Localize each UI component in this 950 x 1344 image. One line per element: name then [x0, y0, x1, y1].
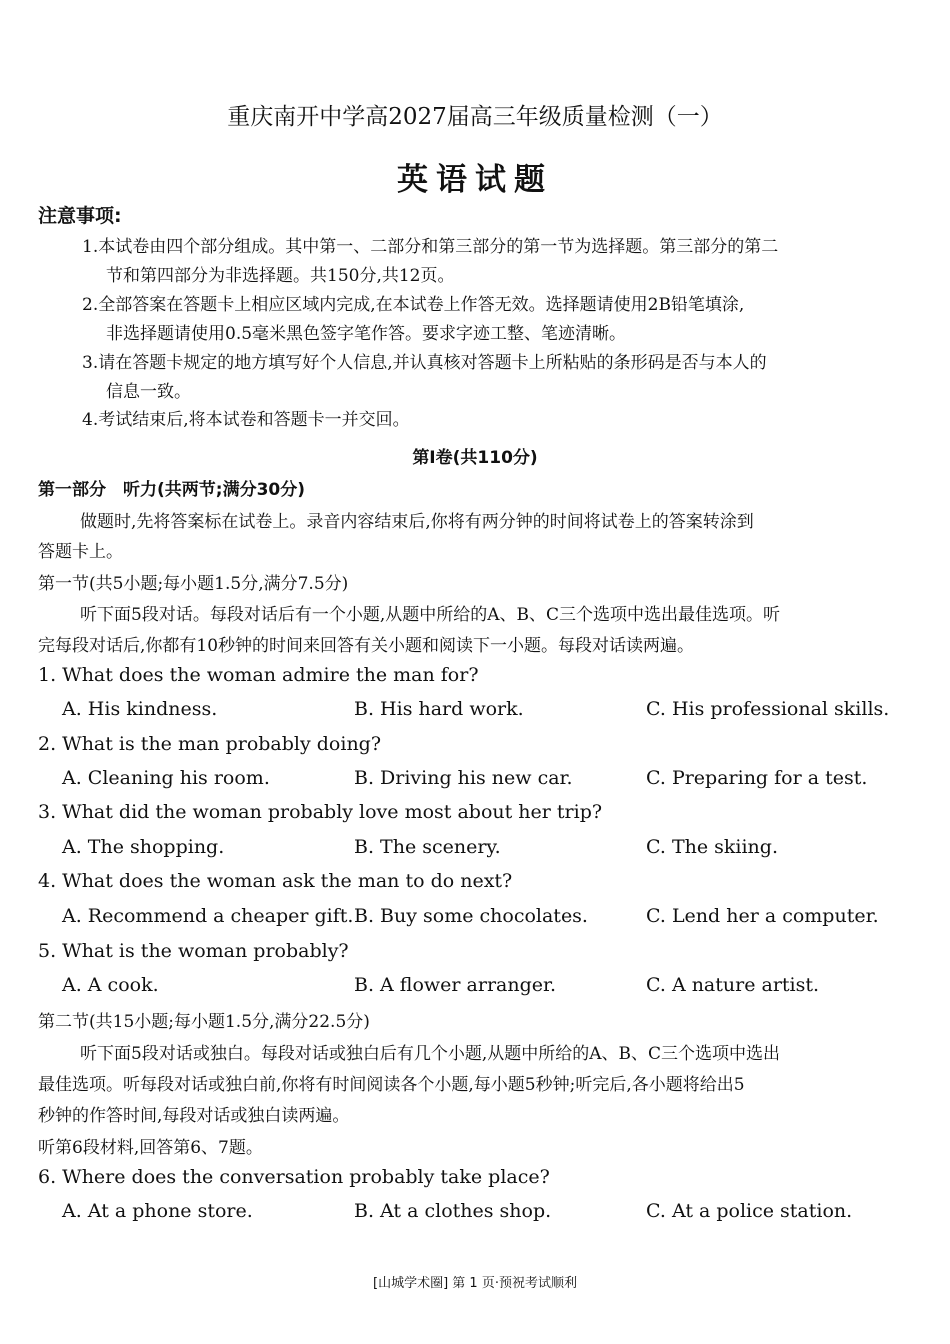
material-instruction: 听第6段材料,回答第6、7题。 [38, 1138, 263, 1158]
option-a: A. Cleaning his room. [62, 767, 270, 789]
exam-subtitle: 英语试题 [397, 162, 553, 198]
section2-intro-line: 最佳选项。听每段对话或独白前,你将有时间阅读各个小题,每小题5秒钟;听完后,各小题将给出5 [38, 1075, 745, 1095]
notice-line: 信息一致。 [106, 382, 191, 402]
question-stem: 2. What is the man probably doing? [38, 733, 382, 755]
question-stem: 3. What did the woman probably love most about her trip? [38, 801, 603, 823]
option-c: C. The skiing. [646, 836, 778, 858]
question-stem: 1. What does the woman admire the man for? [38, 664, 479, 686]
notice-line: 节和第四部分为非选择题。共150分,共12页。 [106, 266, 455, 286]
volume-heading: 第Ⅰ卷(共110分) [412, 448, 538, 468]
option-a: A. Recommend a cheaper gift. [62, 905, 354, 927]
section2-heading: 第二节(共15小题;每小题1.5分,满分22.5分) [38, 1012, 370, 1032]
exam-title: 重庆南开中学高2027届高三年级质量检测（一） [227, 104, 723, 130]
notice-line: 3.请在答题卡规定的地方填写好个人信息,并认真核对答题卡上所粘贴的条形码是否与本人的 [82, 353, 767, 373]
notice-heading: 注意事项: [38, 205, 122, 227]
notice-line: 非选择题请使用0.5毫米黑色签字笔作答。要求字迹工整、笔迹清晰。 [106, 324, 627, 344]
page-footer: [山城学术圈] 第 1 页·预祝考试顺利 [373, 1276, 577, 1291]
section2-intro-line: 听下面5段对话或独白。每段对话或独白后有几个小题,从题中所给的A、B、C三个选项中选出 [80, 1044, 780, 1064]
option-a: A. His kindness. [62, 698, 218, 720]
section1-heading: 第一节(共5小题;每小题1.5分,满分7.5分) [38, 574, 349, 594]
section1-intro-line: 完每段对话后,你都有10秒钟的时间来回答有关小题和阅读下一小题。每段对话读两遍。 [38, 636, 695, 656]
section2-intro-line: 秒钟的作答时间,每段对话或独白读两遍。 [38, 1106, 350, 1126]
question-stem: 6. Where does the conversation probably take place? [38, 1166, 550, 1188]
part1-intro-line: 答题卡上。 [38, 542, 123, 562]
option-b: B. At a clothes shop. [354, 1200, 552, 1222]
option-a: A. At a phone store. [62, 1200, 253, 1222]
notice-line: 2.全部答案在答题卡上相应区域内完成,在本试卷上作答无效。选择题请使用2B铅笔填涂, [82, 295, 745, 315]
part1-intro-line: 做题时,先将答案标在试卷上。录音内容结束后,你将有两分钟的时间将试卷上的答案转涂到 [80, 512, 754, 532]
part1-heading: 第一部分 听力(共两节;满分30分) [38, 480, 305, 500]
option-a: A. The shopping. [62, 836, 225, 858]
option-c: C. Lend her a computer. [646, 905, 879, 927]
option-b: B. His hard work. [354, 698, 524, 720]
option-b: B. The scenery. [354, 836, 501, 858]
question-stem: 5. What is the woman probably? [38, 940, 349, 962]
section1-intro-line: 听下面5段对话。每段对话后有一个小题,从题中所给的A、B、C三个选项中选出最佳选项。听 [80, 605, 780, 625]
option-b: B. Driving his new car. [354, 767, 573, 789]
option-c: C. His professional skills. [646, 698, 890, 720]
option-b: B. Buy some chocolates. [354, 905, 588, 927]
option-c: C. A nature artist. [646, 974, 820, 996]
option-a: A. A cook. [62, 974, 159, 996]
option-c: C. At a police station. [646, 1200, 853, 1222]
option-b: B. A flower arranger. [354, 974, 557, 996]
notice-line: 1.本试卷由四个部分组成。其中第一、二部分和第三部分的第一节为选择题。第三部分的第二 [82, 237, 779, 257]
notice-line: 4.考试结束后,将本试卷和答题卡一并交回。 [82, 410, 410, 430]
option-c: C. Preparing for a test. [646, 767, 868, 789]
question-stem: 4. What does the woman ask the man to do next? [38, 870, 513, 892]
